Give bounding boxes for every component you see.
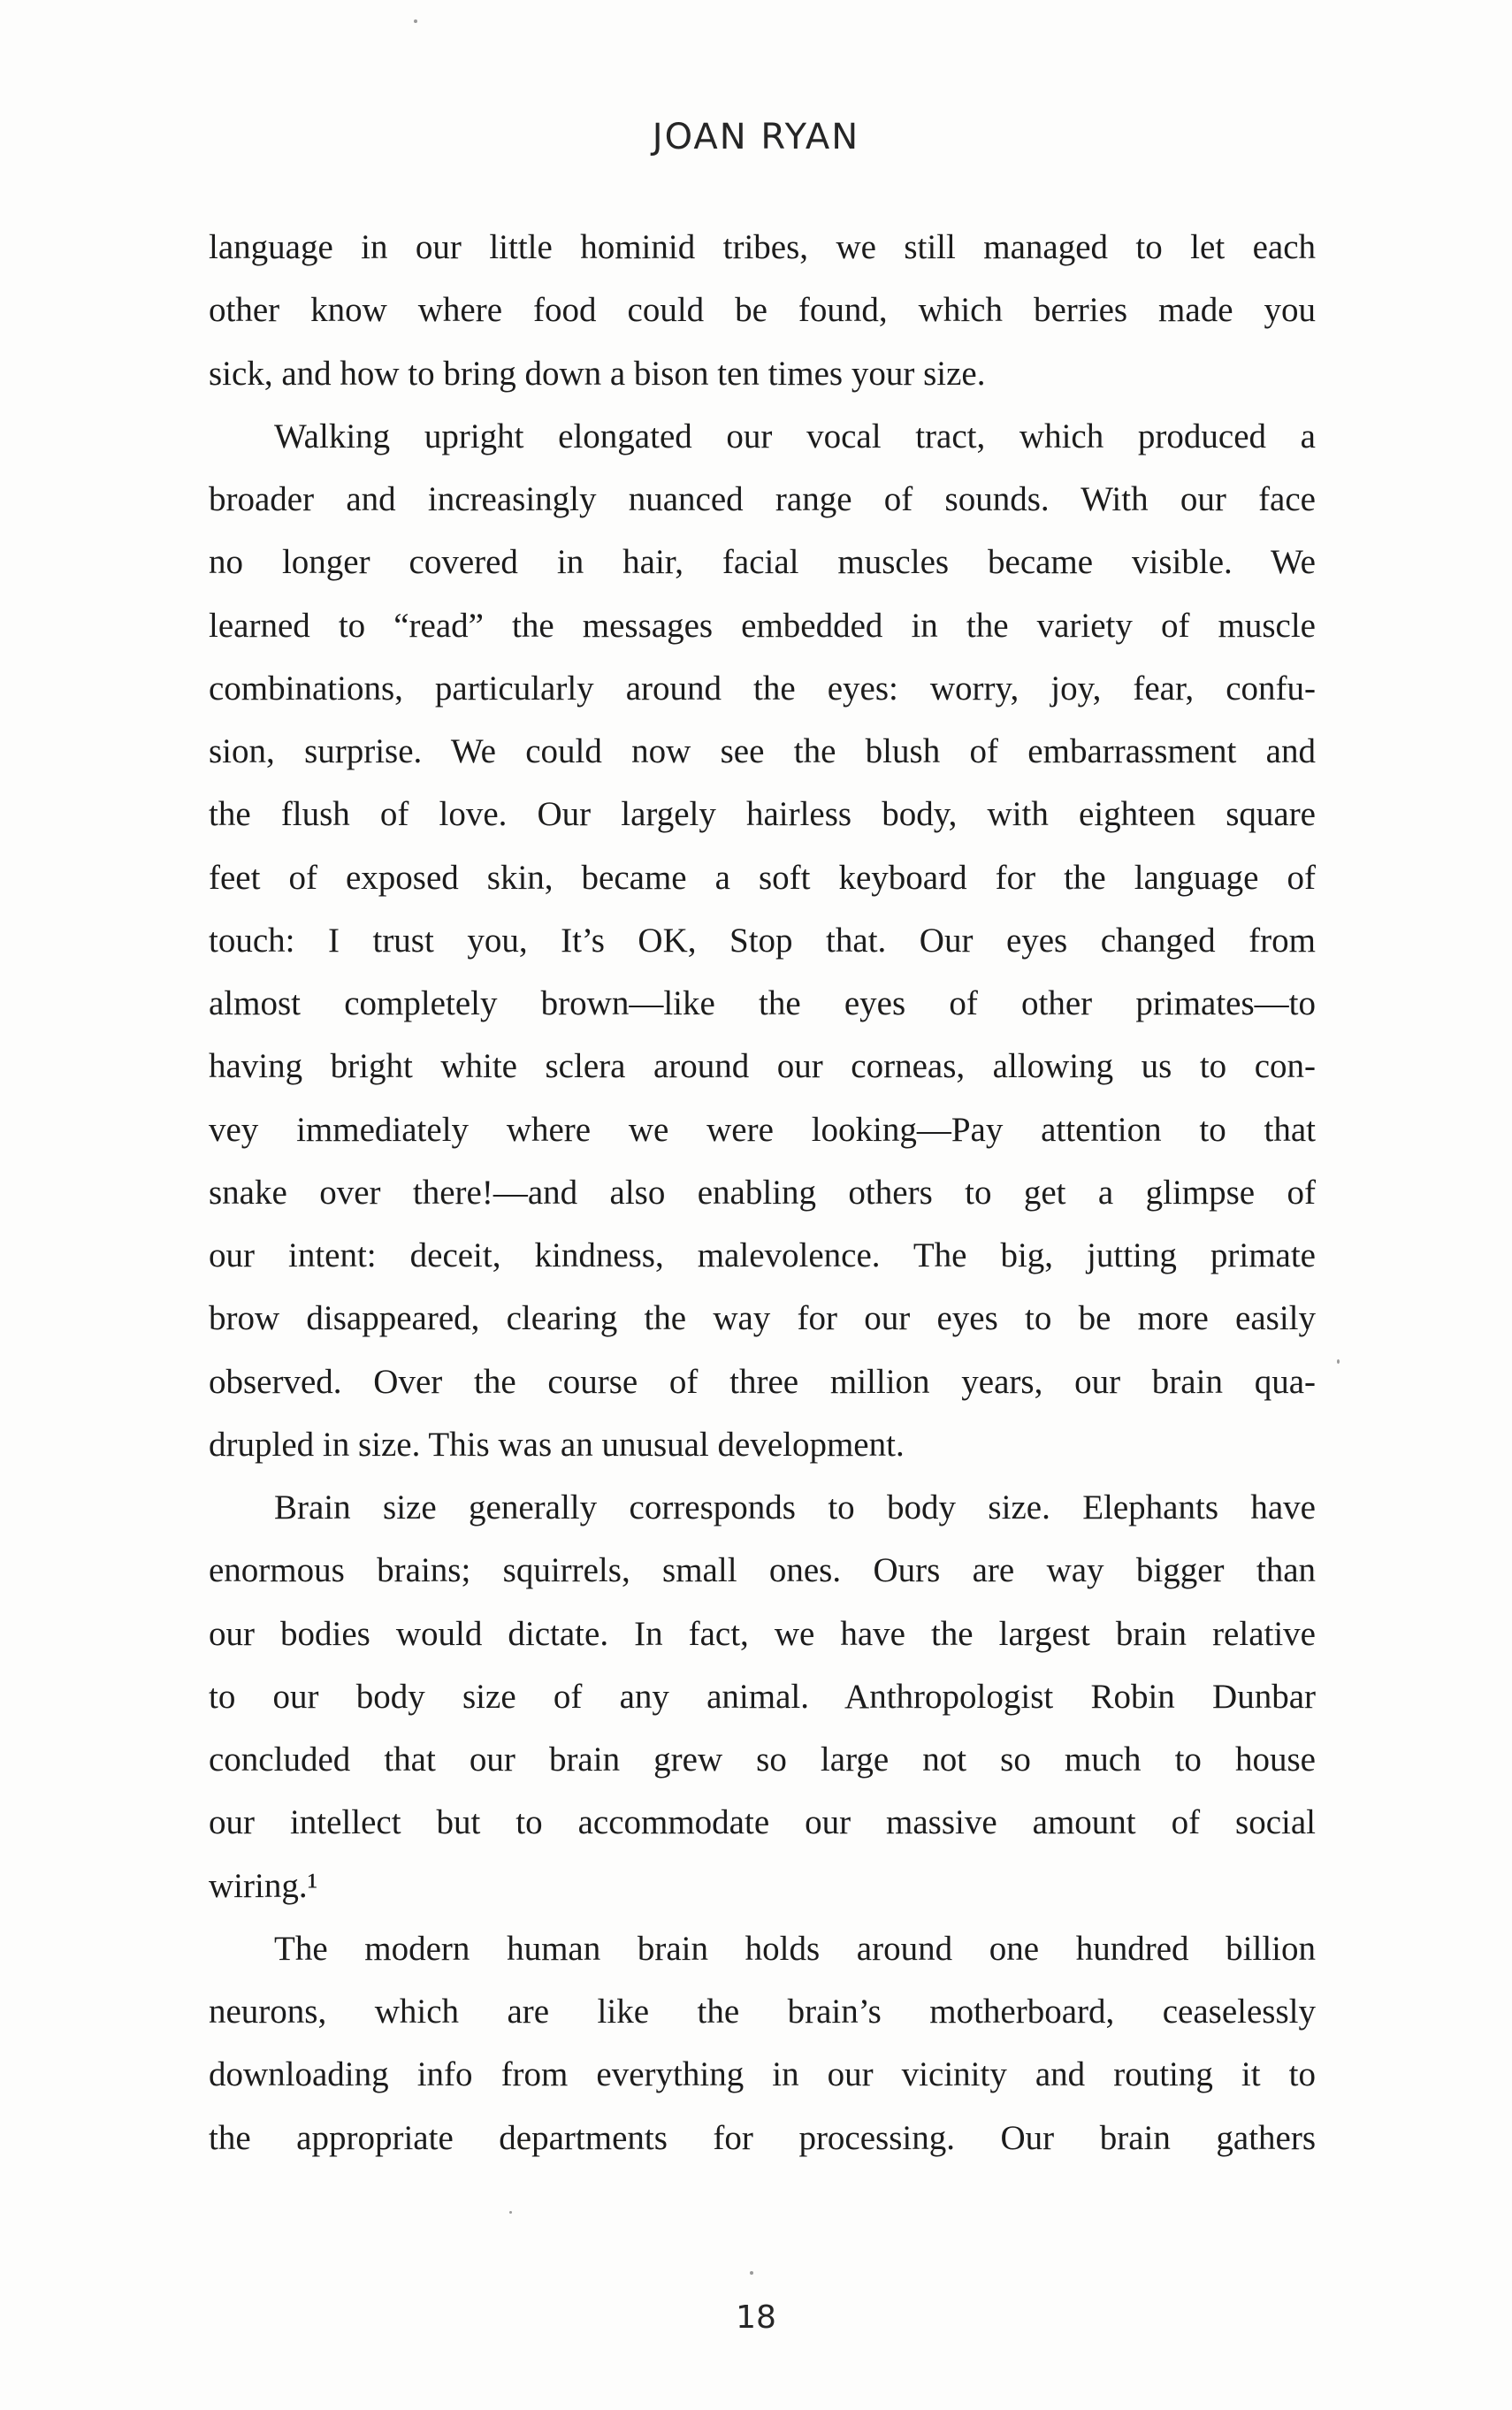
text-line: concluded that our brain grew so large not so much to house (209, 1741, 1316, 1779)
text-line: sion, surprise. We could now see the blush of embarrassment and (209, 732, 1316, 770)
text-line: observed. Over the course of three million years, our brain qua- (209, 1362, 1316, 1401)
body-text (209, 216, 1316, 2169)
text-line: neurons, which are like the brain’s motherboard, ceaselessly (209, 1993, 1316, 2031)
text-line: having bright white sclera around our corneas, allowing us to con- (209, 1047, 1316, 1086)
text-line: combinations, particularly around the eyes: worry, joy, fear, confu- (209, 669, 1316, 708)
text-line: our intent: deceit, kindness, malevolence. The big, jutting primate (209, 1236, 1316, 1274)
text-line: drupled in size. This was an unusual development. (209, 1425, 905, 1464)
text-line: no longer covered in hair, facial muscles became visible. We (209, 543, 1316, 582)
text-line: Walking upright elongated our vocal tract, which produced a (274, 417, 1316, 455)
page-number: 18 (736, 2299, 776, 2336)
text-line: brow disappeared, clearing the way for our eyes to be more easily (209, 1299, 1316, 1338)
text-line: downloading info from everything in our vicinity and routing it to (209, 2055, 1316, 2094)
scan-speck (414, 19, 417, 23)
text-line: learned to “read” the messages embedded in the variety of muscle (209, 606, 1316, 645)
text-line: vey immediately where we were looking—Pay attention to that (209, 1110, 1316, 1149)
text-line: the appropriate departments for processing. Our brain gathers (209, 2118, 1316, 2157)
text-line: our intellect but to accommodate our massive amount of social (209, 1803, 1316, 1842)
text-line: the flush of love. Our largely hairless body, with eighteen square (209, 795, 1316, 834)
text-line: The modern human brain holds around one hundred billion (274, 1929, 1316, 1968)
text-line: snake over there!—and also enabling others to get a glimpse of (209, 1173, 1316, 1212)
text-line: almost completely brown—like the eyes of other primates—to (209, 984, 1316, 1022)
text-line: our bodies would dictate. In fact, we have the largest brain relative (209, 1614, 1316, 1653)
text-line: other know where food could be found, which berries made you (209, 291, 1316, 330)
text-line: language in our little hominid tribes, we still managed to let each (209, 228, 1316, 266)
text-line: enormous brains; squirrels, small ones. Ours are way bigger than (209, 1551, 1316, 1590)
scan-speck (509, 2211, 512, 2214)
text-line: feet of exposed skin, became a soft keyboard for the language of (209, 858, 1316, 897)
text-line: wiring.¹ (209, 1866, 318, 1905)
text-line: to our body size of any animal. Anthropologist Robin Dunbar (209, 1677, 1316, 1716)
text-line: sick, and how to bring down a bison ten times your size. (209, 354, 986, 393)
scan-speck (750, 2271, 753, 2275)
text-line: touch: I trust you, It’s OK, Stop that. Our eyes changed from (209, 921, 1316, 960)
text-line: Brain size generally corresponds to body size. Elephants have (274, 1488, 1316, 1526)
scan-speck (1337, 1359, 1340, 1364)
text-line: broader and increasingly nuanced range of sounds. With our face (209, 480, 1316, 518)
running-head: JOAN RYAN (652, 117, 860, 157)
